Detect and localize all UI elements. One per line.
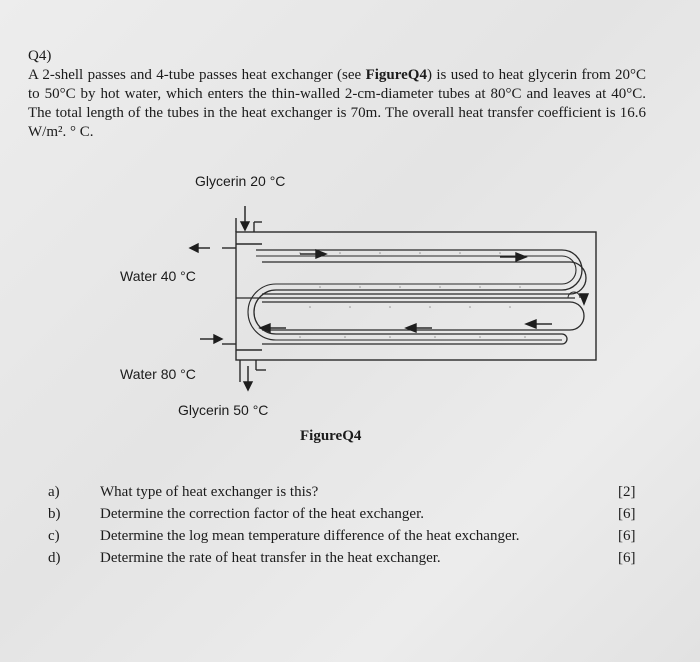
part-label: a) (48, 484, 60, 500)
shell-flow-arrow-down (580, 294, 588, 304)
figure-reference: FigureQ4 (365, 67, 427, 83)
part-text: What type of heat exchanger is this? (100, 484, 319, 500)
question-part (0, 506, 700, 528)
part-text: Determine the correction factor of the heat exchanger. (100, 506, 425, 522)
label-glycerin-in: Glycerin 20 °C (195, 173, 286, 189)
tube-flow-arrow-left (526, 320, 536, 328)
part-text: Determine the rate of heat transfer in the heat exchanger. (100, 550, 441, 566)
question-number: Q4) (28, 48, 52, 64)
part-label: d) (48, 550, 61, 566)
tube-inner-loop (262, 262, 586, 294)
part-marks: [6] (618, 550, 636, 566)
question-part (0, 550, 700, 572)
part-label: b) (48, 506, 61, 522)
tube-flow-arrow-right (316, 250, 326, 258)
part-text: Determine the log mean temperature difference of the heat exchanger. (100, 528, 520, 544)
intro-part1: A 2-shell passes and 4-tube passes heat exchanger (see (28, 67, 366, 83)
label-water-in: Water 80 °C (120, 366, 196, 382)
part-marks: [6] (618, 528, 636, 544)
figure-caption: FigureQ4 (300, 428, 362, 444)
part-marks: [6] (618, 506, 636, 522)
part-label: c) (48, 528, 60, 544)
tube-bend-center (262, 292, 580, 298)
question-part (0, 528, 700, 550)
label-water-out: Water 40 °C (120, 268, 196, 284)
question-part (0, 484, 700, 506)
shell-outline (236, 232, 596, 360)
part-marks: [2] (618, 484, 636, 500)
intro-part2: ) is used to heat glycerin from 20°C to 50°C by hot water, which enters the thin-walled 2-cm-diameter tubes at 80°C and leaves at 40°C. The total length of the tubes in the heat exchanger is 70m. The overall heat transfer coefficient is 16.6 W/m². ° C. (28, 67, 646, 140)
tube-flow-arrow-right (516, 253, 526, 261)
label-glycerin-out: Glycerin 50 °C (178, 402, 269, 418)
tube-flow-arrow-left (406, 324, 416, 332)
